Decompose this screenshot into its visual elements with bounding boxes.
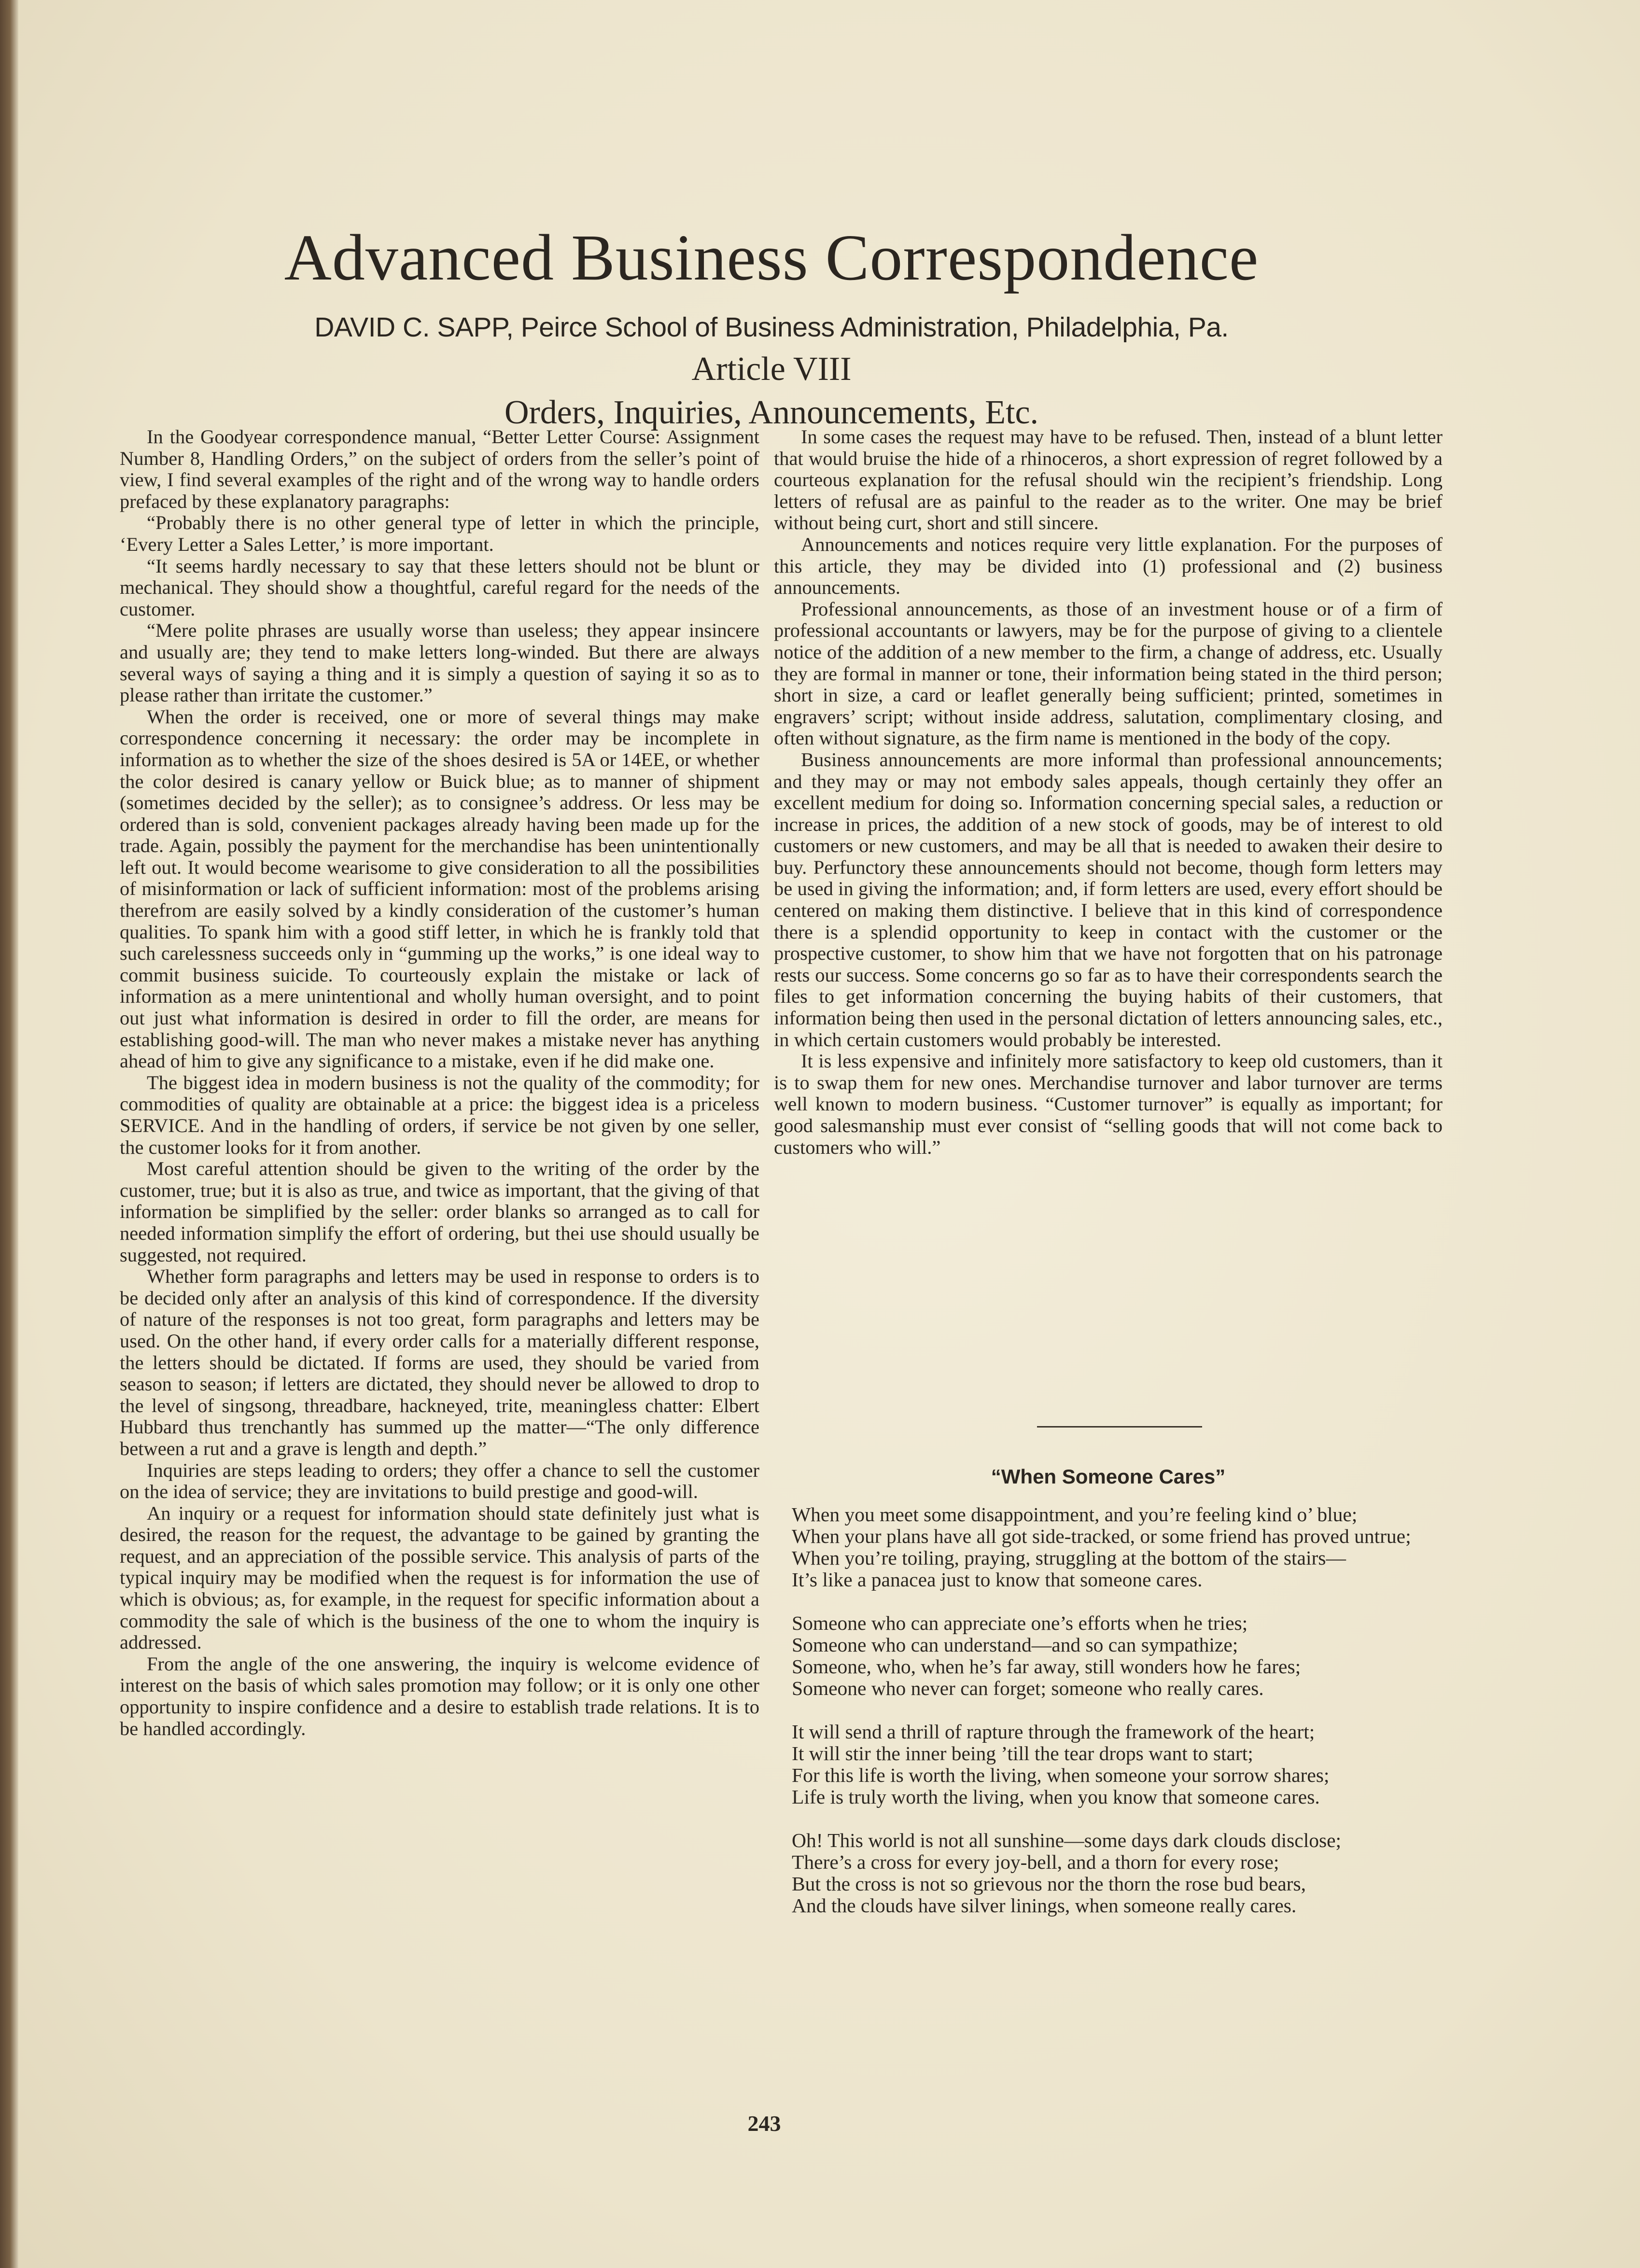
paragraph: Inquiries are steps leading to orders; they offer a chance to sell the customer on the idea of service; they are invitations to build prestige and good-will. (120, 1459, 759, 1503)
poem-line: It will send a thrill of rapture through the framework of the heart; (792, 1721, 1315, 1743)
poem-line: Life is truly worth the living, when you know that someone cares. (792, 1786, 1320, 1808)
poem-line: It’s like a panacea just to know that someone cares. (792, 1568, 1203, 1591)
article-title: Advanced Business Correspondence (284, 222, 1259, 294)
poem-line: Someone who can understand—and so can sympathize; (792, 1634, 1238, 1656)
paragraph: “It seems hardly necessary to say that these letters should not be blunt or mechanical. They should show a thoughtful, careful regard for the needs of the customer. (120, 555, 759, 620)
poem-line: For this life is worth the living, when someone your sorrow shares; (792, 1764, 1330, 1786)
poem-line: Someone, who, when he’s far away, still wonders how he fares; (792, 1655, 1301, 1678)
paragraph: When the order is received, one or more of several things may make correspondence concerning it necessary: the order may be incomplete in information as to whether the size of the shoes desired is 5A or 14EE, or whether the color desired is canary yellow or Buick blue; as to manner of shipment (sometimes decided by the seller); as to consignee’s address. Or less may be ordered than is sold, convenient packages already having been made up for the trade. Again, possibly the payment for the merchandise has been unintentionally left out. It would become wearisome to give consideration to all the possibilities of misinformation or lack of sufficient information: most of the problems arising therefrom are easily solved by a kindly consideration of the customer’s human qualities. To spank him with a good stiff letter, in which he is frankly told that such carelessness succeeds only in “gumming up the works,” is one ideal way to commit business suicide. To courteously explain the mistake or lack of information as a mere unintentional and wholly human oversight, and to point out just what information is desired in order to fill the order, are means for establishing good-will. The man who never makes a mistake never has anything ahead of him to give any significance to a mistake, even if he did make one. (120, 705, 759, 1072)
right-column (774, 426, 1443, 1158)
left-column (120, 426, 759, 1739)
page-number: 243 (747, 2111, 781, 2136)
paragraph: In the Goodyear correspondence manual, “Better Letter Course: Assignment Number 8, Handling Orders,” on the subject of orders from the seller’s point of view, I find several examples of the right and of the wrong way to handle orders prefaced by these explanatory paragraphs: (120, 426, 759, 512)
poem-line: Someone who never can forget; someone who really cares. (792, 1677, 1264, 1699)
paragraph: From the angle of the one answering, the inquiry is welcome evidence of interest on the basis of which sales promotion may follow; or it is only one other opportunity to inspire confidence and a desire to establish trade relations. It is to be handled accordingly. (120, 1652, 759, 1739)
poem-title: “When Someone Cares” (991, 1465, 1226, 1488)
poem-stanza (792, 1612, 1443, 1699)
paragraph: Most careful attention should be given to the writing of the order by the customer, true; but it is also as true, and twice as important, that the giving of that information be simplified by the seller: order blanks so arranged as to call for needed information simplify the effort of ordering, but thei use should usually be suggested, not required. (120, 1158, 759, 1266)
article-number: Article VIII (691, 350, 852, 388)
poem-line: It will stir the inner being ’till the tear drops want to start; (792, 1742, 1253, 1764)
poem-line: Oh! This world is not all sunshine—some days dark clouds disclose; (792, 1829, 1342, 1851)
paragraph: The biggest idea in modern business is not the quality of the commodity; for commodities of quality are obtainable at a price: the biggest idea is a priceless SERVICE. And in the handling of orders, if service be not given by one seller, the customer looks for it from another. (120, 1071, 759, 1158)
paragraph: Professional announcements, as those of an investment house or of a firm of professional accountants or lawyers, may be for the purpose of giving to a clientele notice of the addition of a new member to the firm, a change of address, etc. Usually they are formal in manner or tone, their information being stated in the third person; short in size, a card or leaflet generally being sufficient; printed, sometimes in engravers’ script; without inside address, salutation, complimentary closing, and often without signature, as the firm name is mentioned in the body of the copy. (774, 598, 1443, 749)
poem-line: When you’re toiling, praying, struggling at the bottom of the stairs— (792, 1547, 1346, 1569)
paragraph: Announcements and notices require very little explanation. For the purposes of this article, they may be divided into (1) professional and (2) business announcements. (774, 533, 1443, 599)
poem-line: When you meet some disappointment, and you’re feeling kind o’ blue; (792, 1503, 1358, 1526)
magazine-page (18, 0, 1640, 2268)
poem-stanza (792, 1721, 1443, 1808)
paragraph: “Probably there is no other general type of letter in which the principle, ‘Every Letter a Sales Letter,’ is more important. (120, 512, 759, 555)
poem-line: And the clouds have silver linings, when someone really cares. (792, 1894, 1297, 1917)
paragraph: Business announcements are more informal than professional announcements; and they may or may not embody sales appeals, though certainly they offer an excellent medium for doing so. Information concerning special sales, a reduction or increase in prices, the addition of a new stock of goods, may be of interest to old customers or new customers, and may be all that is needed to awaken their desire to buy. Perfunctory these announcements should not become, though form letters may be used in giving the information; and, if form letters are used, every effort should be centered on making them distinctive. I believe that in this kind of correspondence there is a splendid opportunity to keep in contact with the customer or the prospective customer, to show him that we have not forgotten that on his patronage rests our success. Some concerns go so far as to have their correspondents search the files to get information concerning the buying habits of their customers, that information being then used in the personal dictation of letters announcing sales, etc., in which certain customers would probably be interested. (774, 748, 1443, 1050)
poem-line: When your plans have all got side-tracked, or some friend has proved untrue; (792, 1525, 1411, 1547)
poem-stanza (792, 1830, 1443, 1917)
poem (792, 1504, 1443, 1938)
paragraph: An inquiry or a request for information should state definitely just what is desired, the reason for the request, the advantage to be gained by granting the request, and an appreciation of the possible service. This analysis of parts of the typical inquiry may be modified when the request is for information the use of which is obvious; as, for example, in the request for specific information about a commodity the sale of which is the business of the one to whom the inquiry is addressed. (120, 1502, 759, 1653)
paragraph: “Mere polite phrases are usually worse than useless; they appear insincere and usually are; they tend to make letters long-winded. But there are always several ways of saying a thing and it is simply a question of saying it so as to please rather than irritate the customer.” (120, 619, 759, 706)
poem-line: But the cross is not so grievous nor the thorn the rose bud bears, (792, 1873, 1306, 1895)
paragraph: Whether form paragraphs and letters may be used in response to orders is to be decided only after an analysis of this kind of correspondence. If the diversity of nature of the responses is not too great, form paragraphs and letters may be used. On the other hand, if every order calls for a materially different response, the letters should be dictated. If forms are used, they should be varied from season to season; if letters are dictated, they should never be allowed to drop to the level of singsong, threadbare, hackneyed, trite, meaningless chatter: Elbert Hubbard thus trenchantly has summed up the matter—“The only difference between a rut and a grave is length and depth.” (120, 1265, 759, 1459)
poem-stanza (792, 1504, 1443, 1591)
section-divider (1037, 1426, 1202, 1428)
author-byline: DAVID C. SAPP, Peirce School of Business Administration, Philadelphia, Pa. (314, 312, 1229, 343)
article-subtitle: Orders, Inquiries, Announcements, Etc. (504, 394, 1039, 431)
poem-line: There’s a cross for every joy-bell, and a thorn for every rose; (792, 1851, 1279, 1873)
poem-line: Someone who can appreciate one’s efforts when he tries; (792, 1612, 1248, 1634)
paragraph: In some cases the request may have to be refused. Then, instead of a blunt letter that would bruise the hide of a rhinoceros, a short expression of regret followed by a courteous explanation for the refusal should win the recipient’s friendship. Long letters of refusal are as painful to the reader as to the writer. One may be brief without being curt, short and still sincere. (774, 426, 1443, 534)
paragraph: It is less expensive and infinitely more satisfactory to keep old customers, than it is to swap them for new ones. Merchandise turnover and labor turnover are terms well known to modern business. “Customer turnover” is equally as important; for good salesmanship must ever consist of “selling goods that will not come back to customers who will.” (774, 1050, 1443, 1158)
book-spine (0, 0, 18, 2268)
